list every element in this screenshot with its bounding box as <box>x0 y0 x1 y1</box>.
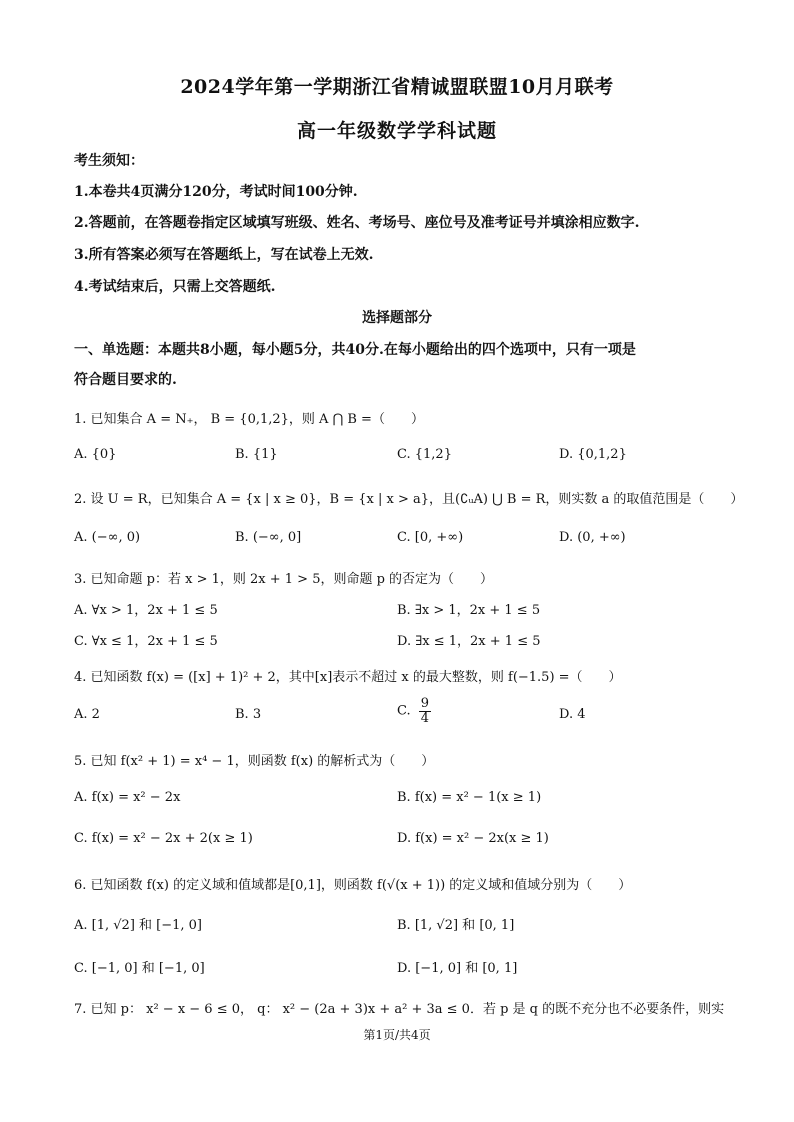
question-5-option-c: C. f(x) = x² − 2x + 2(x ≥ 1) <box>74 831 253 846</box>
question-5-stem: 5. 已知 f(x² + 1) = x⁴ − 1，则函数 f(x) 的解析式为（ ） <box>74 754 435 769</box>
question-1-option-c: C. {1,2} <box>397 447 452 462</box>
question-3-option-c: C. ∀x ≤ 1，2x + 1 ≤ 5 <box>74 634 218 649</box>
exam-subtitle: 高一年级数学学科试题 <box>296 120 497 142</box>
notice-item: 2.答题前，在答题卷指定区域填写班级、姓名、考场号、座位号及准考证号并填涂相应数字. <box>74 215 640 231</box>
question-3-option-a: A. ∀x > 1，2x + 1 ≤ 5 <box>74 603 218 618</box>
notice-heading: 考生须知： <box>74 153 144 169</box>
question-2-option-c: C. [0, +∞) <box>397 530 464 545</box>
question-4-stem: 4. 已知函数 f(x) = ([x] + 1)² + 2，其中[x]表示不超过 x 的最大整数，则 f(−1.5) =（ ） <box>74 670 622 685</box>
question-4-option-b: B. 3 <box>235 707 262 722</box>
fraction <box>419 697 431 725</box>
notice-item: 1.本卷共4页满分120分，考试时间100分钟. <box>74 184 358 200</box>
question-5-option-a: A. f(x) = x² − 2x <box>74 790 181 805</box>
question-1-option-b: B. {1} <box>235 447 278 462</box>
question-6-option-a: A. [1, √2] 和 [−1, 0] <box>74 918 202 933</box>
question-7-stem: 7. 已知 p： x² − x − 6 ≤ 0， q： x² − (2a + 3)x + a² + 3a ≤ 0．若 p 是 q 的既不充分也不必要条件，则实 <box>74 1002 725 1017</box>
question-5-option-d: D. f(x) = x² − 2x(x ≥ 1) <box>397 831 549 846</box>
question-2-option-b: B. (−∞, 0] <box>235 530 302 545</box>
section-title: 选择题部分 <box>362 310 432 326</box>
notice-item: 4.考试结束后，只需上交答题纸. <box>74 279 276 295</box>
question-3-stem: 3. 已知命题 p：若 x > 1，则 2x + 1 > 5，则命题 p 的否定为（ ） <box>74 572 494 587</box>
question-6-option-b: B. [1, √2] 和 [0, 1] <box>397 918 515 933</box>
question-6-option-c: C. [−1, 0] 和 [−1, 0] <box>74 961 205 976</box>
question-3-option-b: B. ∃x > 1，2x + 1 ≤ 5 <box>397 603 541 618</box>
question-1-stem: 1. 已知集合 A = N₊， B = {0,1,2}，则 A ⋂ B =（ ） <box>74 412 424 427</box>
question-3-option-d: D. ∃x ≤ 1，2x + 1 ≤ 5 <box>397 634 541 649</box>
question-6-option-d: D. [−1, 0] 和 [0, 1] <box>397 961 518 976</box>
question-1-option-a: A. {0} <box>74 447 117 462</box>
question-2-option-d: D. (0, +∞) <box>559 530 626 545</box>
page-footer: 第1页/共4页 <box>363 1028 431 1042</box>
fraction-numerator: 9 <box>420 696 430 711</box>
part-instructions: 符合题目要求的. <box>74 372 177 388</box>
notice-item: 3.所有答案必须写在答题纸上，写在试卷上无效. <box>74 247 374 263</box>
question-4-option-c <box>397 697 431 725</box>
question-4-option-d: D. 4 <box>559 707 586 722</box>
question-1-option-d: D. {0,1,2} <box>559 447 627 462</box>
question-2-option-a: A. (−∞, 0) <box>74 530 141 545</box>
part-instructions: 一、单选题：本题共8小题，每小题5分，共40分.在每小题给出的四个选项中，只有一项是 <box>74 342 636 358</box>
question-5-option-b: B. f(x) = x² − 1(x ≥ 1) <box>397 790 542 805</box>
question-2-stem: 2. 设 U = R，已知集合 A = {x | x ≥ 0}，B = {x | x > a}，且(∁ᵤA) ⋃ B = R，则实数 a 的取值范围是（ ） <box>74 492 744 507</box>
question-4-option-a: A. 2 <box>74 707 100 722</box>
exam-title: 2024学年第一学期浙江省精诚盟联盟10月月联考 <box>180 76 614 98</box>
question-6-stem: 6. 已知函数 f(x) 的定义域和值域都是[0,1]，则函数 f(√(x + 1)) 的定义域和值域分别为（ ） <box>74 878 632 893</box>
fraction-denominator: 4 <box>420 710 430 726</box>
question-4-option-c-label: C. <box>397 703 411 719</box>
